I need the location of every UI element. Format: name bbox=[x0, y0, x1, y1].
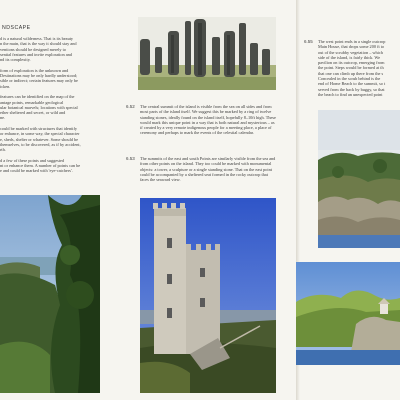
section-heading: NDSCAPE bbox=[2, 25, 31, 31]
entry-number-6-52: 6.52 bbox=[126, 104, 135, 109]
entry-number-6-55: 6.55 bbox=[304, 39, 313, 44]
entry-text-6-52: The central summit of the island is visible from the sea on all sides and from most parts of the island itself. We suggest this be marked by a ring of twelve standing stones, ideally found on the island itself, hopefully 8–10ft high. These would mark this unique point in a way that is both natural and mysterious – as if created by a very remote indigenous people for a meeting place, a place of ceremony and perhaps to mark the events of the celestial calendar. bbox=[140, 104, 276, 136]
headland-pavilion-photo bbox=[296, 262, 400, 365]
entry-number-6-53: 6.53 bbox=[126, 156, 135, 161]
entry-text-6-55: The west point ends in a single outcrop Main House, that drops some 200 ft to out of the scrubby vegetation – which side of the island, is fairly thick. We pavilion on its outcrop, emerging from the point. Steps would be formed at th that one can climb up there from the s Concealed in the scrub behind is the end of Home Beach to the summit, so t served from the back by buggy, so that the beach to find an unexpected point bbox=[318, 39, 386, 97]
entry-text-6-53: The summits of the east and south Points are similarly visible from the sea and from other points on the island. They too could be marked with monumental objects: a tower, a sculpture or a single standing stone. That on the east point could be accompanied by a sheltered seat formed in the rocky outcrop that faces the seaward view. bbox=[140, 156, 276, 183]
intro-text: d is a natural wilderness. That is its beauty n the main, that is the way it should stay and ventions should be designed merely to sential features and invite exploration and nd its complexity. form of exploration is the unknown and Destinations may be only hardly understood; sible or indirect; certain features may only be icken. features can be identified on the map of the antage points, remarkable geological ular botanical marvels; locations with special ether sheltered and secret, or wild and ne. could be marked with structures that identify or enhance, in some way, the special character e, sheds, shelter or whatever. Some should be themselves, to be discovered, as if by accident, rth. d a few of these points and suggested nt or enhance them. A number of points can be e and could be marked with 'eye-catchers'. bbox=[0, 36, 81, 174]
tower-photo bbox=[140, 198, 276, 393]
standing-stones-photo bbox=[138, 17, 276, 90]
coastal-landscape-photo bbox=[0, 195, 100, 393]
rocky-coast-photo bbox=[318, 110, 400, 248]
